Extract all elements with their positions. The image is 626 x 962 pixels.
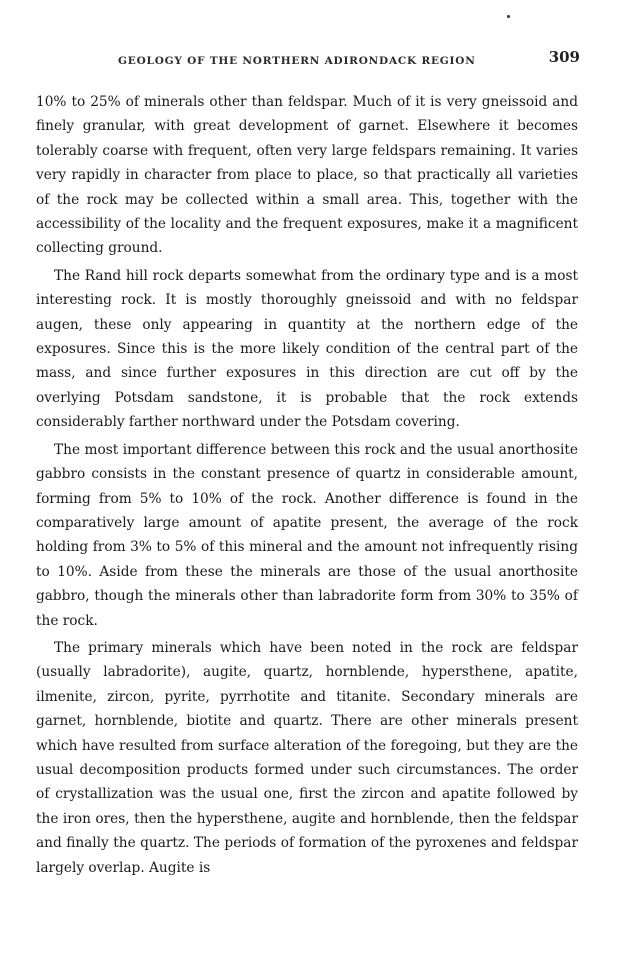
paragraph-2: The Rand hill rock departs somewhat from the ordinary type and is a most interesting rock. It is mostly thoroughly gneissoid and with no feldspar augen, these only appearing in quantity at the northern edge of the exposures. Since this is the more likely condition of the central part of the mass, and since further exposures in this direction are cut off by the overlying Potsdam sandstone, it is probable that the rock extends considerably farther northward under the Potsdam covering. — [36, 267, 578, 431]
paragraph-3: The most important difference between this rock and the usual anorthosite gabbro consists in the constant presence of quartz in considerable amount, forming from 5% to 10% of the rock. Another difference is found in the comparatively large amount of apatite present, the average of the rock holding from 3% to 5% of this mineral and the amount not infrequently rising to 10%. Aside from these the minerals are those of the usual anorthosite gabbro, though the minerals other than labradorite form from 30% to 35% of the rock. — [36, 441, 578, 629]
page-number: 309 — [548, 48, 580, 66]
paragraph-4: The primary minerals which have been noted in the rock are feldspar (usually labradorite), augite, quartz, hornblende, hypersthene, apatite, ilmenite, zircon, pyrite, pyrrhotite and titanite. Secondary minerals are garnet, hornblende, biotite and quartz. There are other minerals present which have resulted from surface alteration of the foregoing, but they are the usual decomposition products formed under such circumstances. The order of crystallization was the usual one, first the zircon and apatite followed by the iron ores, then the hypersthene, augite and hornblende, then the feldspar and finally the quartz. The periods of formation of the pyroxenes and feldspar largely overlap. Augite is — [36, 639, 578, 876]
paragraph-1: 10% to 25% of minerals other than feldspar. Much of it is very gneissoid and finely granular, with great development of garnet. Elsewhere it becomes tolerably coarse with frequent, often very large feldspars remaining. It varies very rapidly in character from place to place, so that practically all varieties of the rock may be collected within a small area. This, together with the accessibility of the locality and the frequent exposures, make it a magnificent collecting ground. — [36, 94, 578, 257]
running-title: GEOLOGY OF THE NORTHERN ADIRONDACK REGION — [118, 55, 476, 67]
page-speck — [507, 15, 510, 18]
body-text — [36, 90, 578, 883]
page-header — [30, 48, 580, 70]
